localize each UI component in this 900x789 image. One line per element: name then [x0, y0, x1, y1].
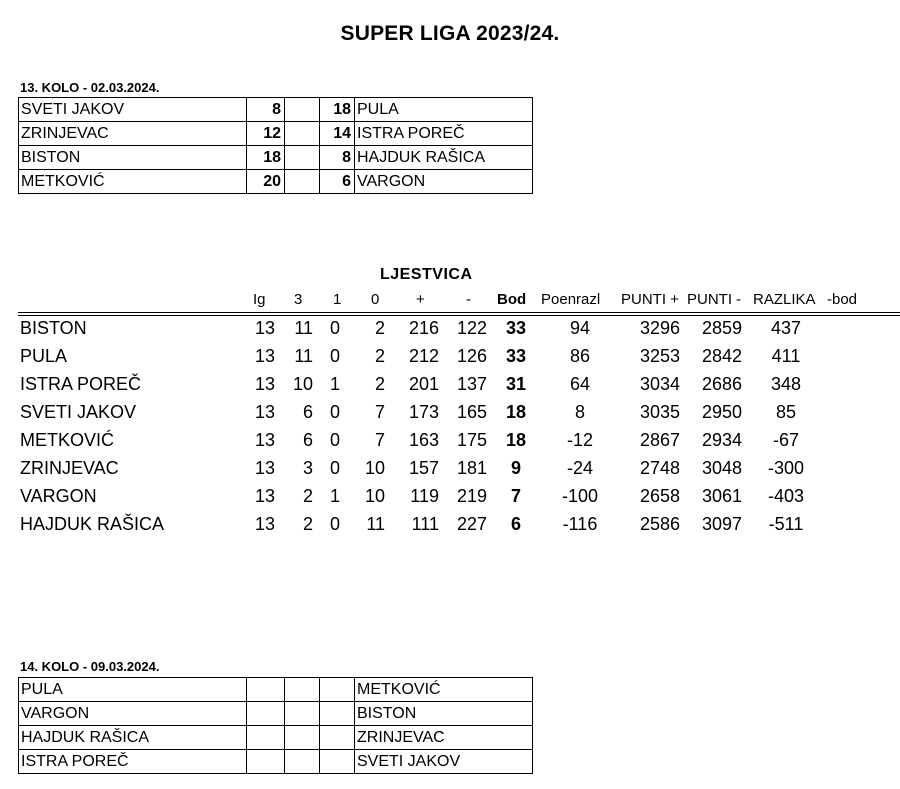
header-minus: -	[466, 291, 471, 308]
games-played: 13	[254, 374, 275, 394]
points-against: 137	[456, 374, 487, 394]
punti-plus: 3296	[639, 318, 680, 338]
standings-row	[0, 398, 900, 426]
empty-cell	[285, 702, 320, 726]
league-points: 31	[505, 374, 527, 394]
punti-minus: 2686	[701, 374, 742, 394]
away-team: VARGON	[355, 170, 533, 194]
home-team: SVETI JAKOV	[19, 98, 247, 122]
punti-minus: 2859	[701, 318, 742, 338]
point-difference: -24	[566, 458, 593, 478]
points-for: 201	[408, 374, 439, 394]
home-score	[247, 750, 285, 774]
home-score	[247, 726, 285, 750]
header-razlika: RAZLIKA	[753, 291, 816, 308]
team-name: METKOVIĆ	[20, 430, 115, 450]
points-for: 173	[408, 402, 439, 422]
razlika: 437	[770, 318, 802, 338]
header-punti-plus: PUNTI +	[621, 291, 679, 308]
league-points: 33	[505, 318, 527, 338]
standings-row	[0, 454, 900, 482]
header-poenrazl: Poenrazl	[541, 291, 601, 308]
away-score	[320, 702, 355, 726]
empty-cell	[285, 678, 320, 702]
home-team: HAJDUK RAŠICA	[19, 726, 247, 750]
points-against: 227	[456, 514, 487, 534]
header-bod-2: -bod	[827, 291, 858, 308]
team-name: HAJDUK RAŠICA	[20, 514, 165, 534]
punti-plus: 2867	[639, 430, 680, 450]
away-score	[320, 678, 355, 702]
match-row	[19, 702, 533, 726]
games-played: 13	[254, 486, 275, 506]
home-score: 18	[247, 146, 285, 170]
team-name: BISTON	[20, 318, 87, 338]
round-14-heading: 14. KOLO - 09.03.2024.	[20, 659, 160, 674]
punti-plus: 3034	[639, 374, 680, 394]
standings-row	[0, 370, 900, 398]
away-score: 14	[320, 122, 355, 146]
points-against: 219	[456, 486, 487, 506]
punti-plus: 3035	[639, 402, 680, 422]
header-l0: 0	[371, 291, 380, 308]
away-team: HAJDUK RAŠICA	[355, 146, 533, 170]
header-plus: +	[416, 291, 425, 308]
points-against: 175	[456, 430, 487, 450]
wins-3: 3	[302, 458, 313, 478]
losses: 10	[364, 486, 385, 506]
point-difference: -100	[561, 486, 599, 506]
point-difference: -12	[566, 430, 593, 450]
wins-3: 11	[294, 318, 313, 338]
away-score: 6	[320, 170, 355, 194]
header-rule	[18, 312, 900, 313]
razlika: 348	[770, 374, 802, 394]
match-row	[19, 678, 533, 702]
page-title: SUPER LIGA 2023/24.	[340, 22, 560, 45]
wins-1: 0	[329, 318, 340, 338]
away-team: ISTRA POREČ	[355, 122, 533, 146]
games-played: 13	[254, 402, 275, 422]
losses: 2	[374, 318, 385, 338]
punti-plus: 2586	[639, 514, 680, 534]
away-team: ZRINJEVAC	[355, 726, 533, 750]
empty-cell	[285, 122, 320, 146]
away-team: METKOVIĆ	[355, 678, 533, 702]
header-ig: Ig	[253, 291, 266, 308]
points-against: 181	[456, 458, 487, 478]
standings-row	[0, 342, 900, 370]
home-team: METKOVIĆ	[19, 170, 247, 194]
standings-row	[0, 482, 900, 510]
points-against: 165	[456, 402, 487, 422]
wins-1: 0	[329, 430, 340, 450]
match-row	[19, 726, 533, 750]
away-team: SVETI JAKOV	[355, 750, 533, 774]
wins-3: 2	[302, 486, 313, 506]
home-score: 12	[247, 122, 285, 146]
standings-row	[0, 510, 900, 538]
team-name: SVETI JAKOV	[20, 402, 137, 422]
point-difference: 8	[574, 402, 585, 422]
points-for: 157	[408, 458, 439, 478]
razlika: -403	[767, 486, 805, 506]
punti-minus: 2934	[701, 430, 742, 450]
games-played: 13	[254, 430, 275, 450]
home-score	[247, 702, 285, 726]
standings-title: LJESTVICA	[380, 266, 473, 283]
wins-1: 0	[329, 514, 340, 534]
losses: 11	[366, 514, 385, 534]
punti-plus: 2658	[639, 486, 680, 506]
wins-3: 6	[302, 430, 313, 450]
wins-1: 1	[329, 374, 340, 394]
header-bod: Bod	[497, 291, 527, 308]
match-row	[19, 170, 533, 194]
home-team: VARGON	[19, 702, 247, 726]
razlika: -67	[772, 430, 799, 450]
away-score	[320, 750, 355, 774]
team-name: ZRINJEVAC	[20, 458, 119, 478]
wins-1: 0	[329, 458, 340, 478]
points-for: 216	[408, 318, 439, 338]
points-for: 119	[410, 486, 439, 506]
games-played: 13	[254, 318, 275, 338]
league-points: 18	[505, 430, 527, 450]
points-for: 212	[408, 346, 439, 366]
header-w3: 3	[294, 291, 303, 308]
wins-3: 10	[292, 374, 313, 394]
team-name: VARGON	[20, 486, 97, 506]
away-score: 8	[320, 146, 355, 170]
punti-minus: 2842	[701, 346, 742, 366]
round-13-heading: 13. KOLO - 02.03.2024.	[20, 80, 160, 95]
punti-minus: 2950	[701, 402, 742, 422]
home-team: BISTON	[19, 146, 247, 170]
away-team: BISTON	[355, 702, 533, 726]
team-name: ISTRA POREČ	[20, 374, 142, 394]
wins-3: 6	[302, 402, 313, 422]
league-points: 33	[505, 346, 527, 366]
razlika: 85	[775, 402, 797, 422]
losses: 7	[374, 402, 385, 422]
away-score	[320, 726, 355, 750]
point-difference: 94	[569, 318, 591, 338]
match-row	[19, 122, 533, 146]
points-for: 163	[408, 430, 439, 450]
wins-3: 2	[302, 514, 313, 534]
match-row	[19, 750, 533, 774]
losses: 7	[374, 430, 385, 450]
header-w1: 1	[333, 291, 342, 308]
standings-row	[0, 426, 900, 454]
away-score: 18	[320, 98, 355, 122]
league-points: 18	[505, 402, 527, 422]
home-team: ISTRA POREČ	[19, 750, 247, 774]
razlika: -511	[768, 514, 804, 534]
empty-cell	[285, 146, 320, 170]
league-points: 7	[510, 486, 521, 506]
home-score	[247, 678, 285, 702]
header-punti-minus: PUNTI -	[687, 291, 742, 308]
wins-1: 0	[329, 402, 340, 422]
wins-3: 11	[294, 346, 313, 366]
empty-cell	[285, 726, 320, 750]
losses: 2	[374, 346, 385, 366]
points-for: 111	[411, 514, 439, 534]
team-name: PULA	[20, 346, 68, 366]
away-team: PULA	[355, 98, 533, 122]
punti-plus: 3253	[639, 346, 680, 366]
punti-minus: 3061	[701, 486, 742, 506]
round-14-fixtures-table	[18, 677, 533, 774]
point-difference: -116	[562, 514, 598, 534]
home-score: 8	[247, 98, 285, 122]
games-played: 13	[254, 458, 275, 478]
league-points: 6	[510, 514, 521, 534]
punti-plus: 2748	[639, 458, 680, 478]
point-difference: 86	[569, 346, 591, 366]
losses: 10	[364, 458, 385, 478]
games-played: 13	[254, 346, 275, 366]
empty-cell	[285, 170, 320, 194]
home-team: PULA	[19, 678, 247, 702]
point-difference: 64	[569, 374, 591, 394]
wins-1: 0	[329, 346, 340, 366]
games-played: 13	[254, 514, 275, 534]
razlika: 411	[771, 346, 801, 366]
empty-cell	[285, 98, 320, 122]
match-row	[19, 146, 533, 170]
home-score: 20	[247, 170, 285, 194]
standings-row	[0, 314, 900, 342]
punti-minus: 3097	[701, 514, 742, 534]
punti-minus: 3048	[701, 458, 742, 478]
empty-cell	[285, 750, 320, 774]
home-team: ZRINJEVAC	[19, 122, 247, 146]
points-against: 126	[456, 346, 487, 366]
razlika: -300	[767, 458, 805, 478]
points-against: 122	[456, 318, 487, 338]
league-points: 9	[510, 458, 521, 478]
round-13-results-table	[18, 97, 533, 194]
match-row	[19, 98, 533, 122]
losses: 2	[374, 374, 385, 394]
wins-1: 1	[329, 486, 340, 506]
